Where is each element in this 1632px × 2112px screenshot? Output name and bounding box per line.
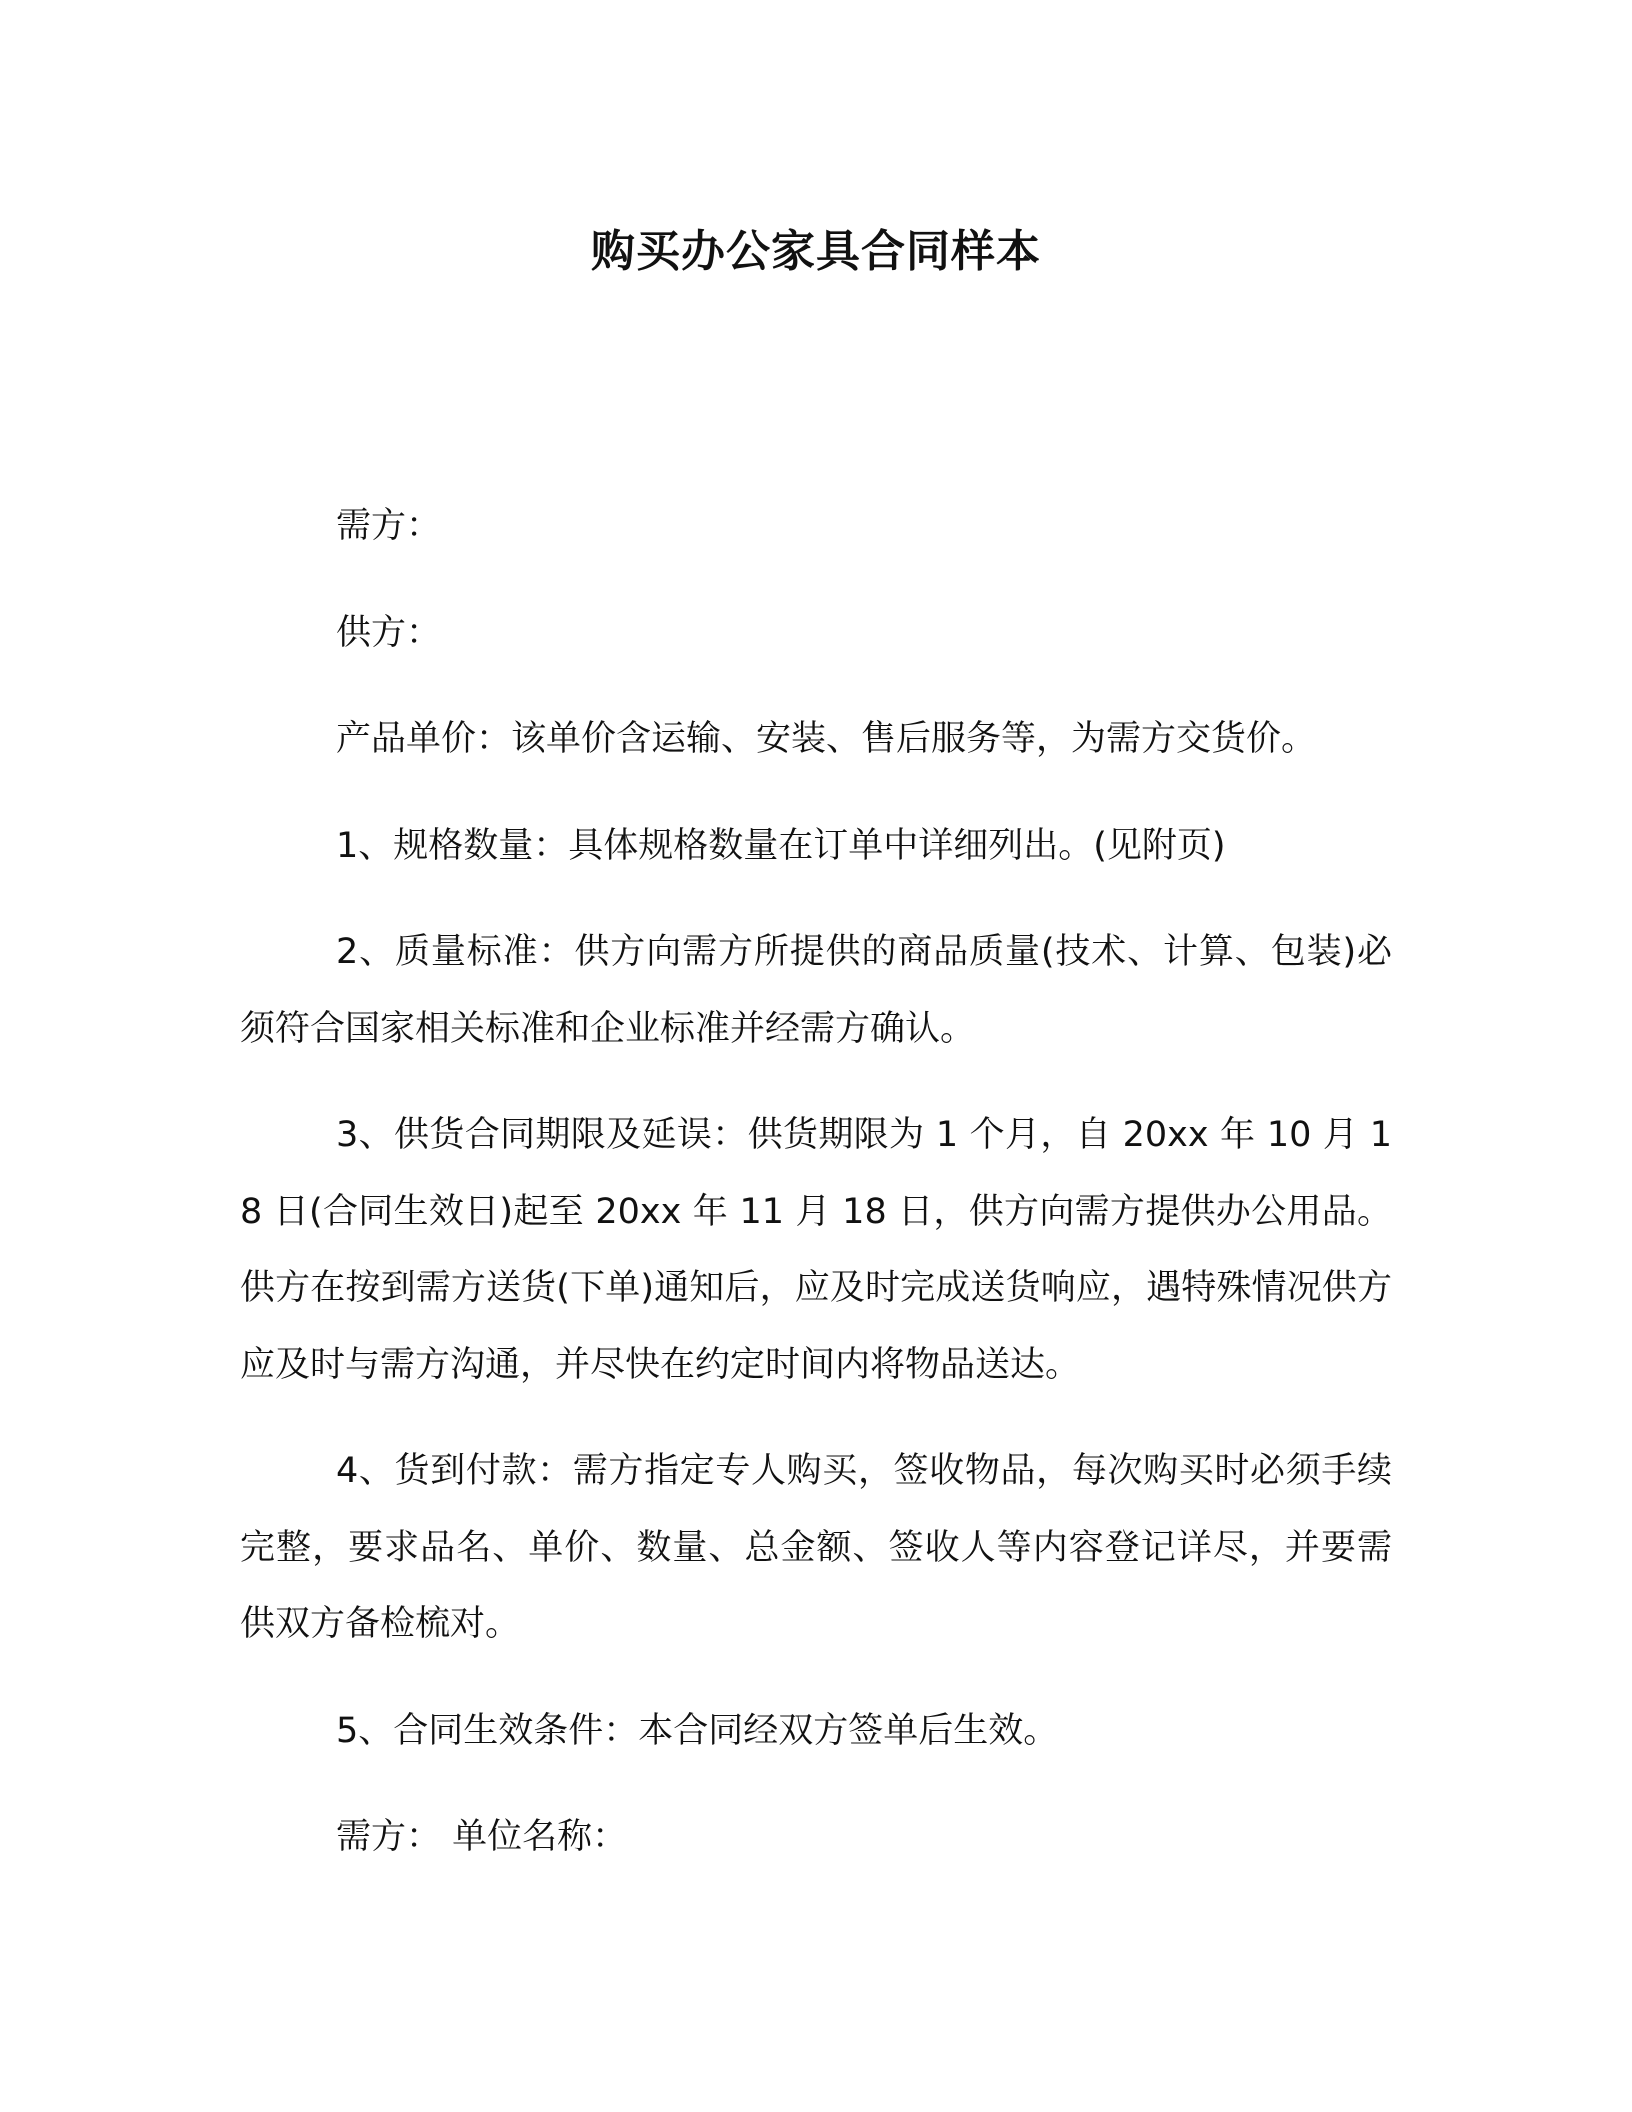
paragraph-clause-3: 3、供货合同期限及延误：供货期限为 1 个月，自 20xx 年 10 月 18 日(合同生效日)起至 20xx 年 11 月 18 日，供方向需方提供办公用品。供方在按到需方送货(下单)通知后，应及时完成送货响应，遇特殊情况供方应及时与需方沟通，并尽快在约定时间内将物品送达。 [240, 1115, 1392, 1385]
paragraph-demand-party: 需方： [336, 506, 442, 546]
paragraph-clause-5: 5、合同生效条件：本合同经双方签单后生效。 [336, 1710, 1059, 1751]
paragraph-signature-demand: 需方： 单位名称： [336, 1817, 628, 1857]
paragraph-clause-1: 1、规格数量：具体规格数量在订单中详细列出。(见附页) [336, 825, 1226, 866]
paragraph-clause-2: 2、质量标准：供方向需方所提供的商品质量(技术、计算、包装)必须符合国家相关标准和企业标准并经需方确认。 [240, 932, 1392, 1049]
document-body [240, 488, 1392, 1906]
paragraph-clause-4: 4、货到付款：需方指定专人购买，签收物品，每次购买时必须手续完整，要求品名、单价、数量、总金额、签收人等内容登记详尽，并要需供双方备检梳对。 [240, 1451, 1392, 1644]
paragraph-supply-party: 供方： [336, 612, 442, 653]
document-title: 购买办公家具合同样本 [591, 226, 1041, 277]
paragraph-unit-price: 产品单价：该单价含运输、安装、售后服务等，为需方交货价。 [336, 719, 1317, 759]
